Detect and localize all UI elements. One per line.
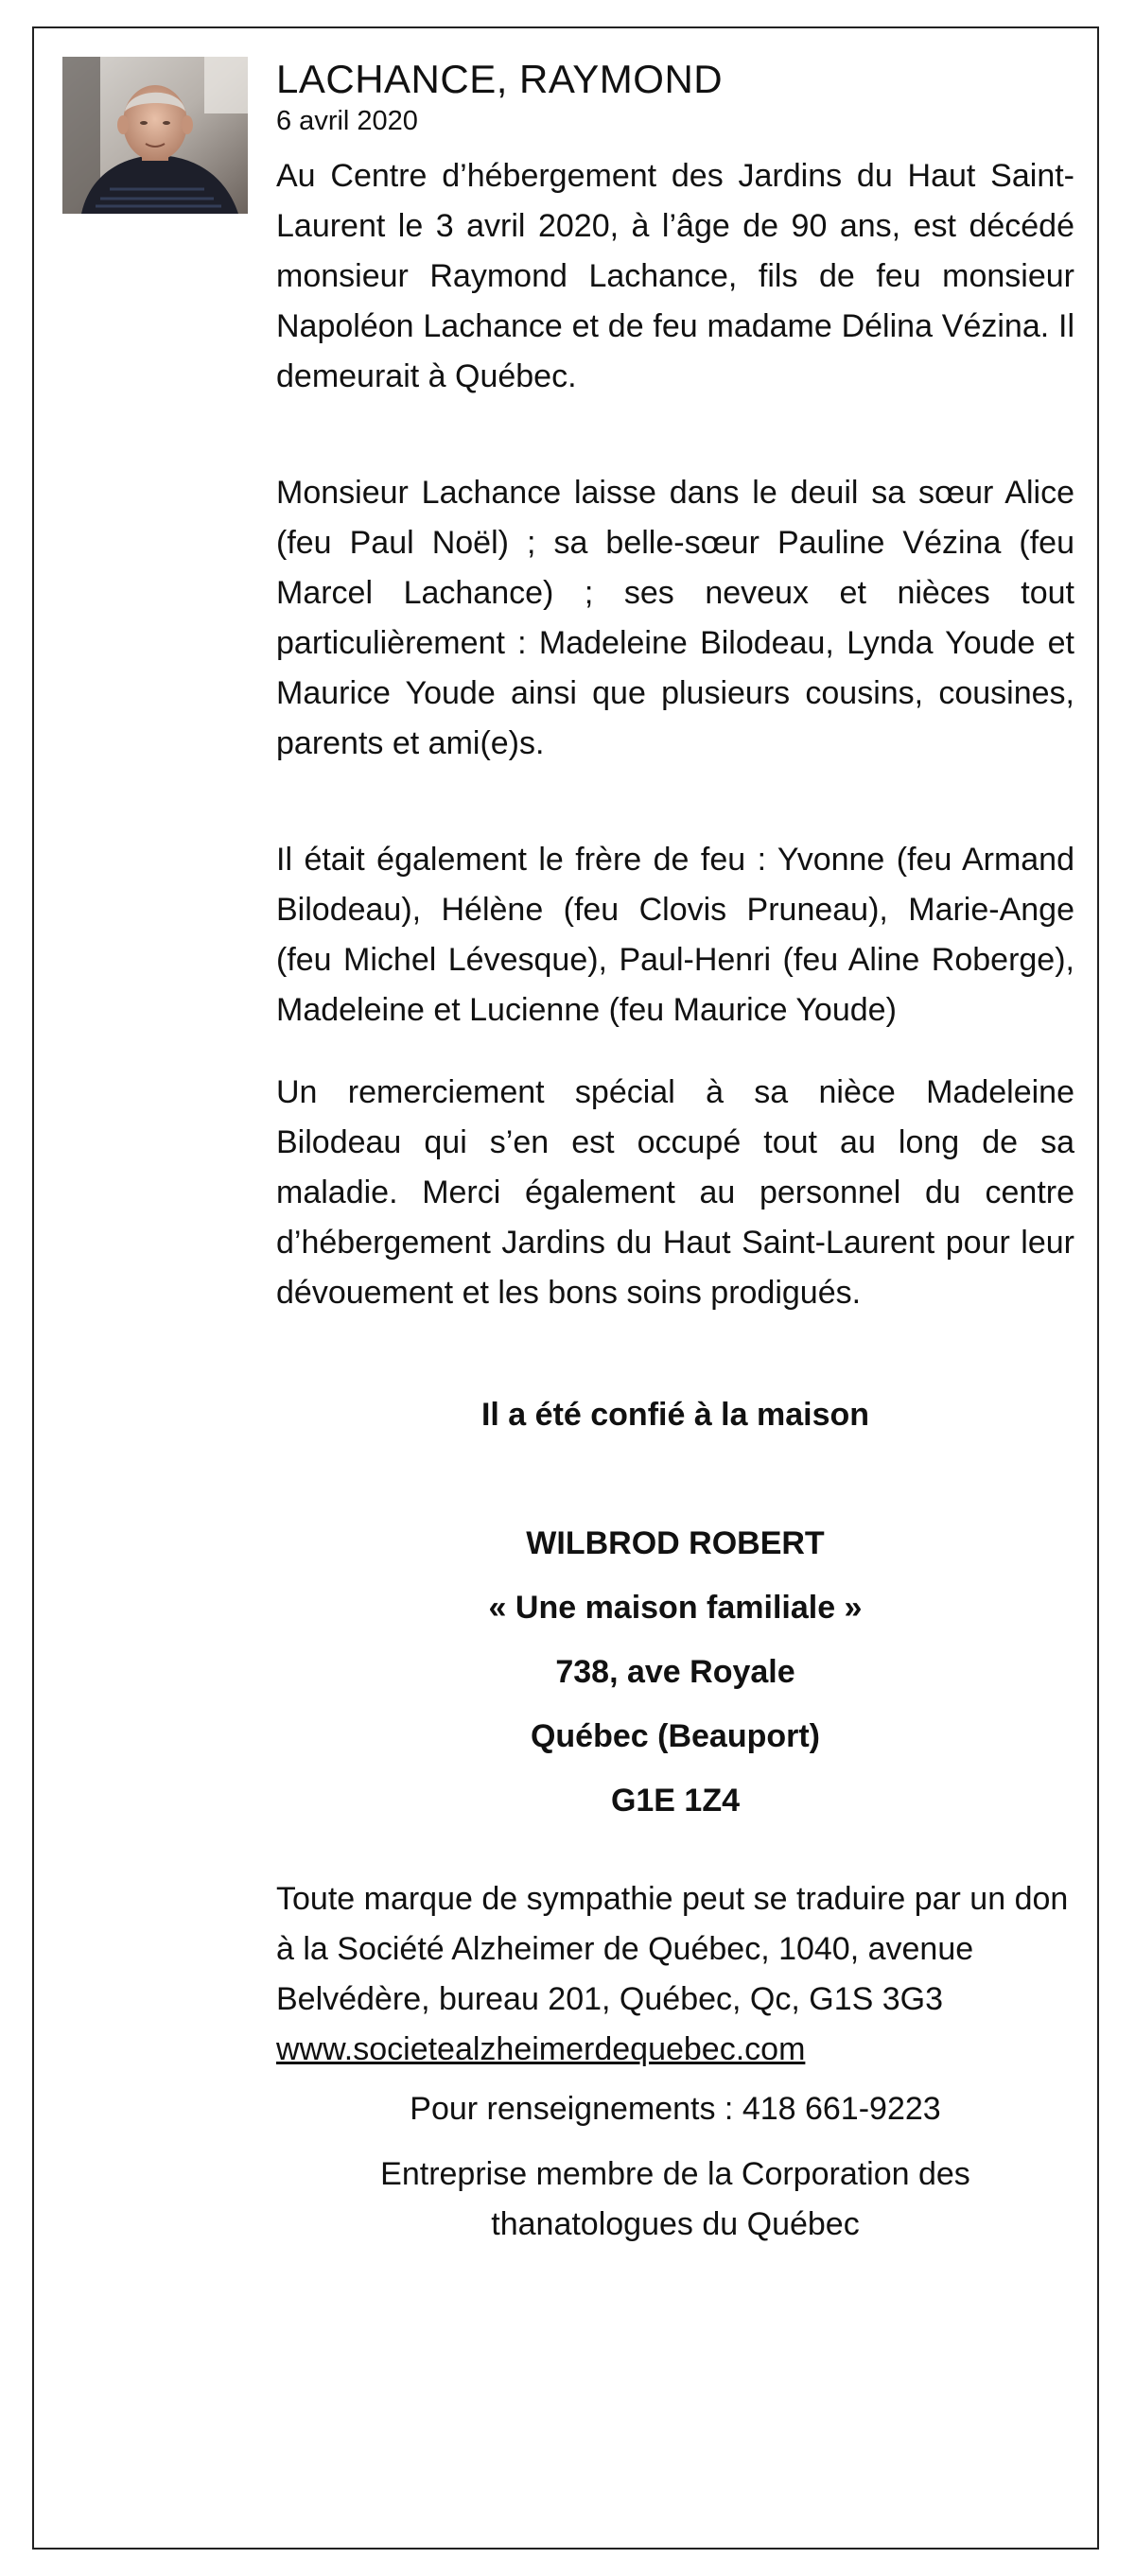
funeral-home-block	[276, 1524, 1074, 1819]
donation-website-link[interactable]: www.societealzheimerdequebec.com	[276, 2031, 806, 2067]
donation-paragraph	[276, 1874, 1074, 2075]
membership-statement: Entreprise membre de la Corporation des thanatologues du Québec	[380, 2156, 970, 2242]
donation-text: Toute marque de sympathie peut se traduire par un don à la Société Alzheimer de Québec, 1040, avenue Belvédère, bureau 201, Québec, Qc, G1S 3G3	[276, 1881, 1069, 2017]
funeral-home-address: 738, ave Royale	[555, 1654, 795, 1690]
portrait-photo-icon	[62, 57, 248, 214]
contact-info: Pour renseignements : 418 661-9223	[410, 2091, 941, 2127]
funeral-home-city: Québec (Beauport)	[530, 1718, 821, 1754]
thanks-paragraph: Un remerciement spécial à sa nièce Madeleine Bilodeau qui s’en est occupé tout au long de sa maladie. Merci également au personnel du centre d’hébergement Jardins du Haut Saint-Laurent pour leur dévouement et les bons soins prodigués.	[276, 1074, 1074, 1311]
survivors-paragraph: Monsieur Lachance laisse dans le deuil sa sœur Alice (feu Paul Noël) ; sa belle-sœur Pauline Vézina (feu Marcel Lachance) ; ses neveux et nièces tout particulièrement : Madeleine Bilodeau, Lynda Youde et Maurice Youde ainsi que plusieurs cousins, cousines, parents et ami(e)s.	[276, 475, 1074, 761]
death-announcement-paragraph: Au Centre d’hébergement des Jardins du Haut Saint-Laurent le 3 avril 2020, à l’âge de 90 ans, est décédé monsieur Raymond Lachance, fils de feu monsieur Napoléon Lachance et de feu madame Délina Vézina. Il demeurait à Québec.	[276, 158, 1074, 394]
obituary-content	[276, 55, 1074, 2250]
funeral-home-postal-code: G1E 1Z4	[610, 1783, 741, 1819]
predeceased-siblings-paragraph: Il était également le frère de feu : Yvonne (feu Armand Bilodeau), Hélène (feu Clovis Pruneau), Marie-Ange (feu Michel Lévesque), Paul-Henri (feu Aline Roberge), Madeleine et Lucienne (feu Maurice Youde)	[276, 842, 1074, 1028]
funeral-home-slogan: « Une maison familiale »	[488, 1590, 863, 1626]
publication-date: 6 avril 2020	[276, 106, 418, 136]
deceased-name: LACHANCE, RAYMOND	[276, 57, 724, 101]
funeral-home-intro: Il a été confié à la maison	[480, 1397, 870, 1433]
funeral-home-name: WILBROD ROBERT	[526, 1525, 825, 1561]
